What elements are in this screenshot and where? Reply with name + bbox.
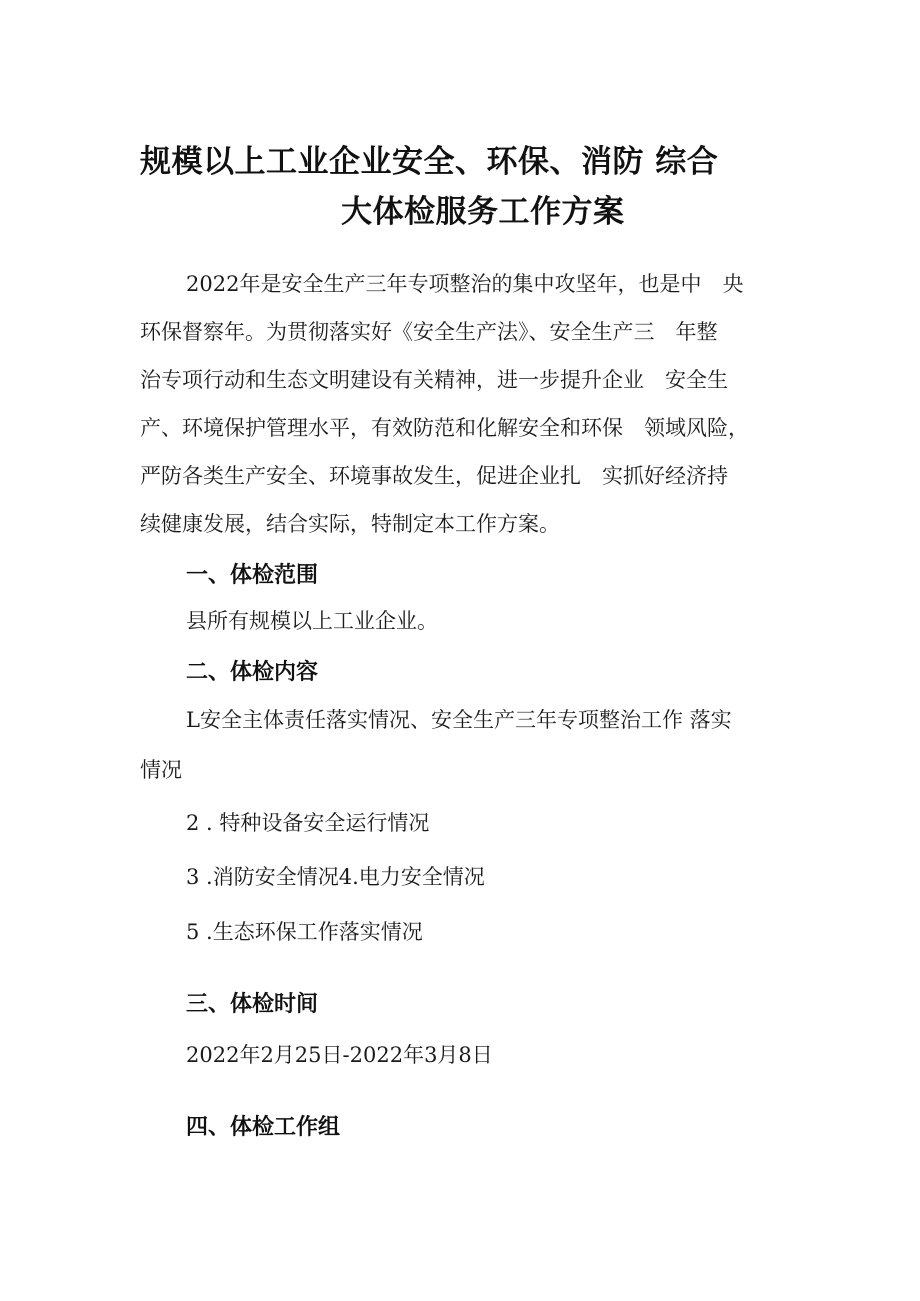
document-title-line1: 规模以上工业企业安全、环保、消防 综合 [140,144,719,180]
intro-line-3: 治专项行动和生态文明建设有关精神，进一步提升企业 安全生 [140,368,728,392]
document-title-line2: 大体检服务工作方案 [341,194,625,230]
content-item-2: 2 . 特种设备安全运行情况 [186,811,430,835]
intro-line-1: 2022年是安全生产三年专项整治的集中攻坚年，也是中 央 [186,272,744,296]
intro-line-4: 产、环境保护管理水平，有效防范和化解安全和环保 领域风险， [140,416,749,440]
section4-heading: 四、体检工作组 [186,1115,341,1140]
section2-heading: 二、体检内容 [186,660,319,685]
section3-heading: 三、体检时间 [186,992,319,1017]
section1-heading: 一、体检范围 [186,563,319,588]
section3-date-range: 2022年2月25日-2022年3月8日 [186,1043,493,1067]
content-item-5: 5 .生态环保工作落实情况 [186,920,423,944]
content-item-1-line1: L安全主体责任落实情况、安全生产三年专项整治工作 落实 [186,708,732,732]
intro-line-2: 环保督察年。为贯彻落实好《安全生产法》、安全生产三 年整 [140,320,718,344]
content-item-1-line2: 情况 [140,758,182,782]
section1-text: 县所有规模以上工业企业。 [186,609,438,633]
intro-line-5: 严防各类生产安全、环境事故发生，促进企业扎 实抓好经济持 [140,464,728,488]
intro-line-6: 续健康发展，结合实际，特制定本工作方案。 [140,512,560,536]
content-item-3: 3 .消防安全情况4.电力安全情况 [186,865,485,889]
